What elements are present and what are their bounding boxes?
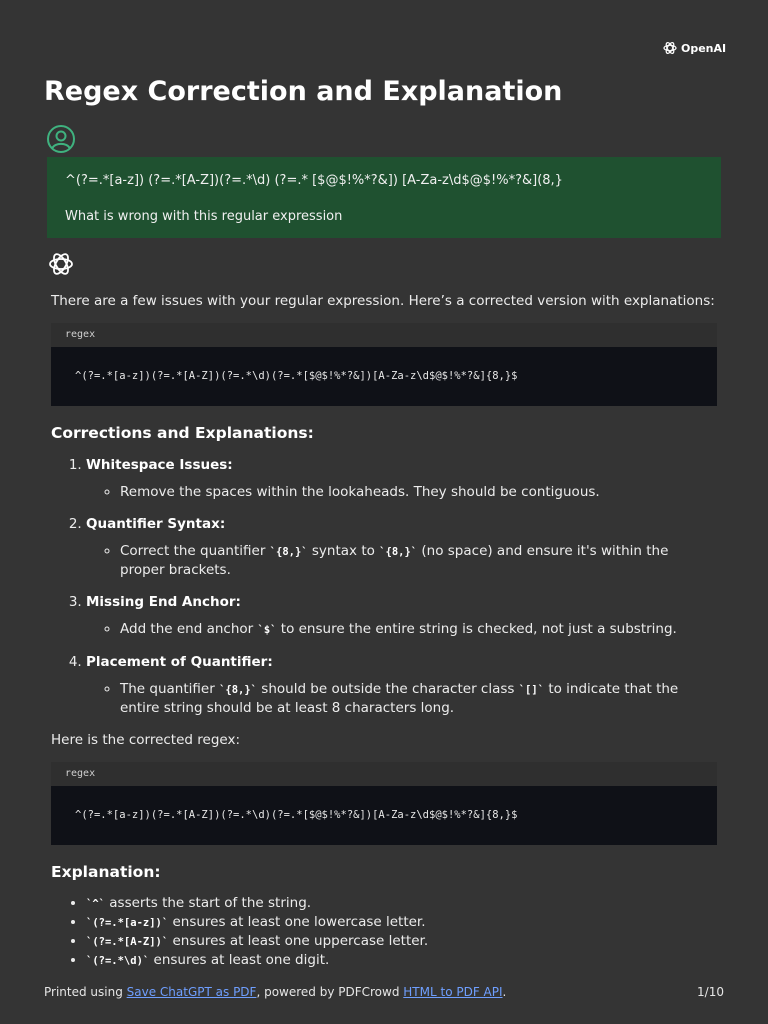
inline-code: `$` [257,624,277,636]
inline-code: `{8,}` [269,546,308,558]
correction-item [86,456,717,501]
openai-logo [662,40,726,56]
explanation-item: • `^` asserts the start of the string. [86,894,717,913]
user-question: What is wrong with this regular expression [65,209,343,224]
explanation-item: • `(?=.*\d)` ensures at least one digit. [86,951,717,970]
assistant-response [51,292,717,970]
page-number: 1/10 [697,985,724,999]
correction-detail: ◦ Add the end anchor `$` to ensure the entire string is checked, not just a substring. [120,620,717,639]
openai-logo-icon [662,40,678,56]
html-to-pdf-api-link[interactable]: HTML to PDF API [403,985,503,999]
save-chatgpt-pdf-link[interactable]: Save ChatGPT as PDF [126,985,257,999]
user-avatar-icon [46,124,76,154]
correction-item [86,653,717,717]
correction-title: Whitespace Issues: [86,457,233,473]
page-title: Regex Correction and Explanation [44,76,563,107]
inline-code: `^` [86,898,105,910]
page-footer: Printed using Save ChatGPT as PDF, powered by PDFCrowd HTML to PDF API. 1/10 [44,985,724,999]
corrections-heading: Corrections and Explanations: [51,424,314,442]
corrected-intro: Here is the corrected regex: [51,732,240,748]
code-block-1 [51,323,717,406]
correction-title: Placement of Quantifier: [86,654,273,670]
explanation-heading: Explanation: [51,863,161,881]
correction-item [86,593,717,639]
correction-item [86,515,717,579]
user-regex: ^(?=.*[a-z]) (?=.*[A-Z])(?=.*\d) (?=.* [$@$!%*?&]) [A-Za-z\d$@$!%*?&](8,} [65,173,563,188]
code-lang-label: regex [51,323,717,347]
correction-detail: ◦ The quantifier `{8,}` should be outside the character class `[]` to indicate that the entire string should be at least 8 characters long. [120,680,717,717]
code-content[interactable]: ^(?=.*[a-z])(?=.*[A-Z])(?=.*\d)(?=.*[$@$!%*?&])[A-Za-z\d$@$!%*?&]{8,}$ [75,370,518,382]
explanation-item: • `(?=.*[a-z])` ensures at least one lowercase letter. [86,913,717,932]
code-block-2 [51,762,717,845]
inline-code: `(?=.*\d)` [86,955,150,967]
brand-name: OpenAI [681,41,727,55]
chatgpt-avatar-icon [47,250,75,278]
user-message [47,157,721,238]
code-content[interactable]: ^(?=.*[a-z])(?=.*[A-Z])(?=.*\d)(?=.*[$@$!%*?&])[A-Za-z\d$@$!%*?&]{8,}$ [75,809,518,821]
explanation-list [51,894,717,970]
correction-detail: ◦ Remove the spaces within the lookaheads. They should be contiguous. [120,483,717,501]
correction-title: Missing End Anchor: [86,594,241,610]
correction-title: Quantifier Syntax: [86,516,226,532]
inline-code: `{8,}` [379,546,418,558]
corrections-list [51,456,717,717]
response-intro: There are a few issues with your regular expression. Here’s a corrected version with explanations: [51,293,715,309]
correction-detail: ◦ Correct the quantifier `{8,}` syntax to `{8,}` (no space) and ensure it's within the proper brackets. [120,542,717,579]
inline-code: `(?=.*[A-Z])` [86,936,169,948]
inline-code: `[]` [518,684,545,696]
inline-code: `(?=.*[a-z])` [86,917,169,929]
inline-code: `{8,}` [219,684,257,696]
explanation-item: • `(?=.*[A-Z])` ensures at least one uppercase letter. [86,932,717,951]
code-lang-label: regex [51,762,717,786]
